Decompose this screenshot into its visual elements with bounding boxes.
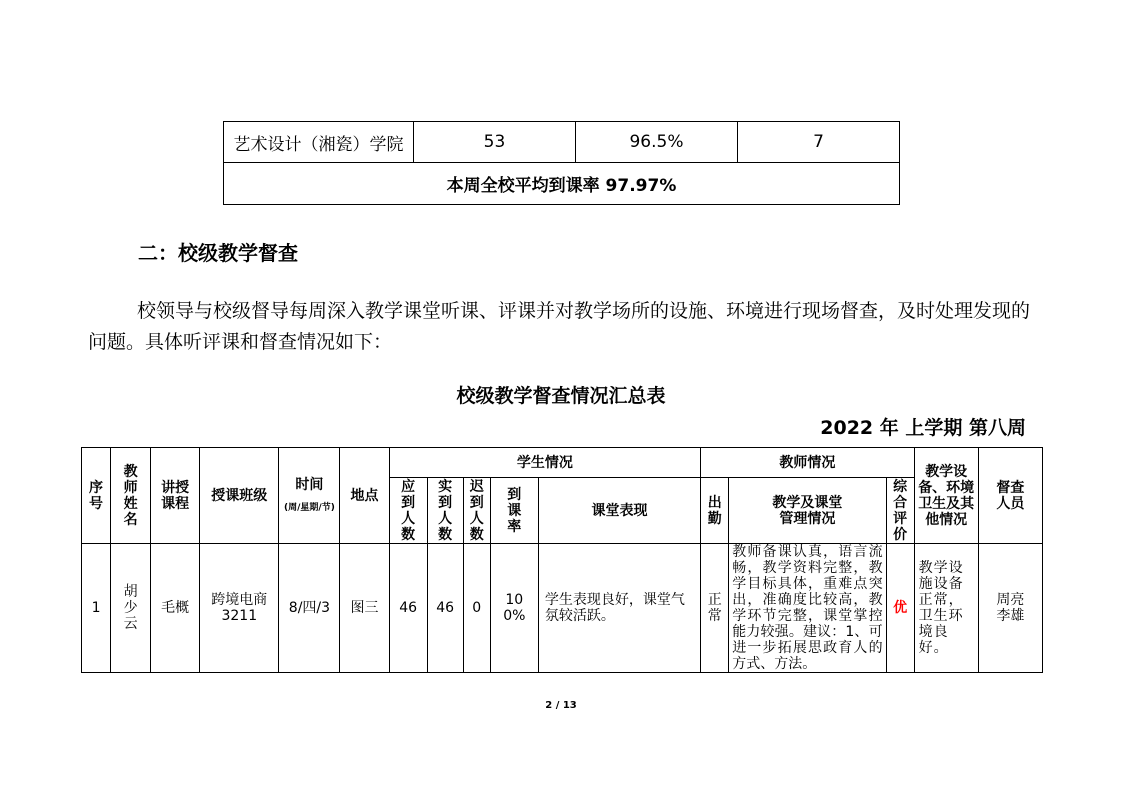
inspectors-cell: 周亮李雄 <box>978 544 1042 673</box>
rate-cell: 100% <box>490 544 538 673</box>
header-evaluation: 综合评价 <box>886 478 914 544</box>
page-number: 2 / 13 <box>545 700 577 711</box>
teacher-cell: 胡少云 <box>111 544 151 673</box>
header-course: 讲授课程 <box>151 448 200 544</box>
table-row <box>224 122 900 163</box>
inspection-summary-table <box>81 447 1043 673</box>
performance-cell: 学生表现良好，课堂气氛较活跃。 <box>538 544 700 673</box>
header-management: 教学及课堂管理情况 <box>729 478 886 544</box>
late-cell: 0 <box>463 544 490 673</box>
term-label: 2022 年 上学期 第八周 <box>820 417 1026 439</box>
absent-cell: 7 <box>738 122 900 163</box>
header-teacher-name: 教师姓名 <box>111 448 151 544</box>
header-seq: 序号 <box>82 448 111 544</box>
expected-cell: 46 <box>389 544 427 673</box>
course-cell: 毛概 <box>151 544 200 673</box>
actual-cell: 46 <box>427 544 463 673</box>
header-late: 迟到人数 <box>463 478 490 544</box>
evaluation-cell: 优 <box>886 544 914 673</box>
table-row <box>224 163 900 205</box>
management-cell: 教师备课认真，语言流畅，教学资料完整，教学目标具体，重难点突出，准确度比较高，教学环节完整，课堂掌控能力较强。建议：1、可进一步拓展思政育人的方式、方法。 <box>729 544 886 673</box>
header-rate: 到课率 <box>490 478 538 544</box>
facilities-cell: 教学设施设备正常，卫生环境良好。 <box>914 544 978 673</box>
header-student-group: 学生情况 <box>389 448 701 478</box>
students-cell: 53 <box>414 122 576 163</box>
table-row <box>82 544 1043 673</box>
header-performance: 课堂表现 <box>538 478 700 544</box>
header-facilities: 教学设备、环境卫生及其他情况 <box>914 448 978 544</box>
table-title: 校级教学督查情况汇总表 <box>456 385 666 407</box>
header-time: 时间 (周/星期/节) <box>279 448 340 544</box>
rate-cell: 96.5% <box>576 122 738 163</box>
average-rate-cell: 本周全校平均到课率 97.97% <box>224 163 900 205</box>
time-cell: 8/四/3 <box>279 544 340 673</box>
header-expected: 应到人数 <box>389 478 427 544</box>
attendance-cell: 正常 <box>701 544 729 673</box>
header-teacher-group: 教师情况 <box>701 448 914 478</box>
header-attendance: 出勤 <box>701 478 729 544</box>
header-actual: 实到人数 <box>427 478 463 544</box>
class-cell: 跨境电商3211 <box>200 544 279 673</box>
intro-paragraph: 校领导与校级督导每周深入教学课堂听课、评课并对教学场所的设施、环境进行现场督查，及时处理发现的问题。具体听评课和督查情况如下： <box>88 300 1031 353</box>
header-location: 地点 <box>340 448 389 544</box>
location-cell: 图三 <box>340 544 389 673</box>
header-class: 授课班级 <box>200 448 279 544</box>
college-cell: 艺术设计（湘瓷）学院 <box>224 122 414 163</box>
seq-cell: 1 <box>82 544 111 673</box>
table-header-row <box>82 448 1043 478</box>
section-heading: 二：校级教学督查 <box>138 241 298 265</box>
attendance-summary-table <box>223 121 900 205</box>
header-inspectors: 督查人员 <box>978 448 1042 544</box>
